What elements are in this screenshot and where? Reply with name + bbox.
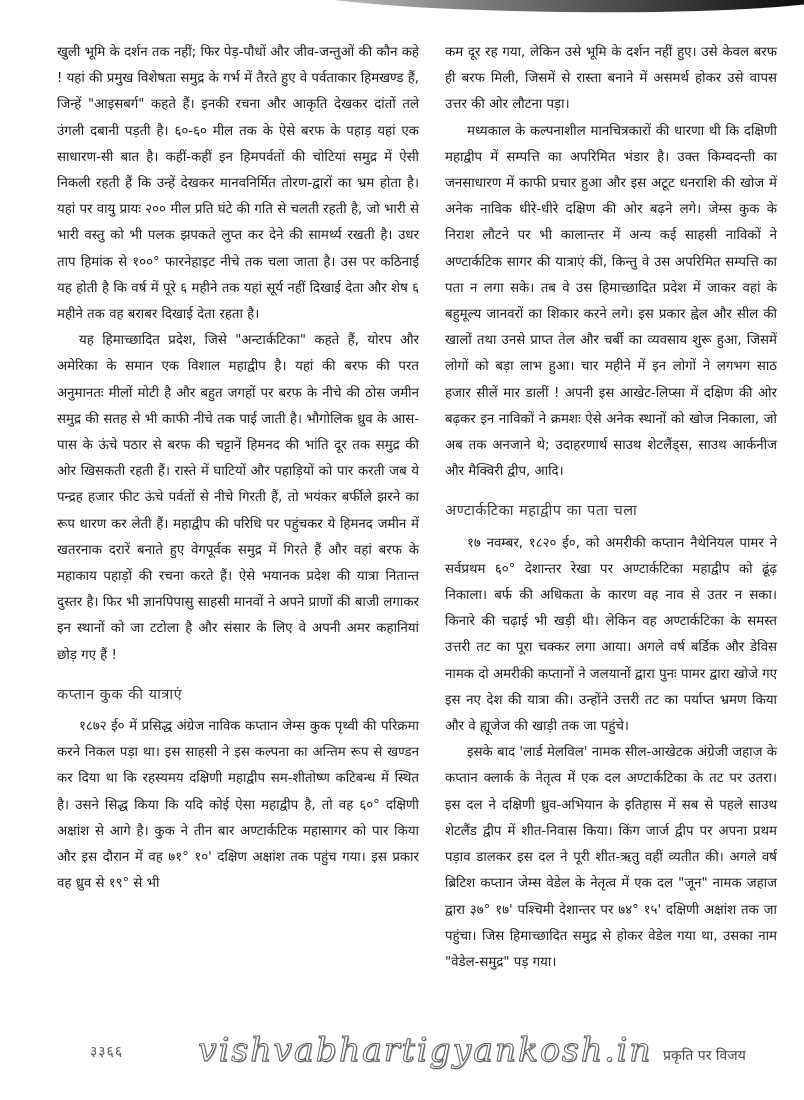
- scan-edge-shadow: [179, 0, 804, 25]
- document-page: [0, 40, 804, 1040]
- paragraph: यह हिमाच्छादित प्रदेश, जिसे "अन्टार्कटिका" कहते हैं, योरप और अमेरिका के समान एक विशाल महाद्वीप है। यहां की बरफ की परत अनुमानतः मीलों मोटी है और बहुत जगहों पर बरफ के नीचे की ठोस जमीन समुद्र की सतह से भी काफी नीचे तक पाई जाती है। भौगोलिक ध्रुव के आस-पास के ऊंचे पठार से बरफ की चट्टानें हिमनद की भांति दूर तक समुद्र की ओर खिसकती रहती हैं। रास्ते में घाटियों और पहाड़ियों को पार करती जब ये पन्द्रह हजार फीट ऊंचे पर्वतों से नीचे गिरती हैं, तो भयंकर बर्फीले झरने का रूप धारण कर लेती हैं। महाद्वीप की परिधि पर पहुंचकर ये हिमनद जमीन में खतरनाक दरारें बनाते हुए वेगपूर्वक समुद्र में गिरते हैं और वहां बरफ के महाकाय पहाड़ों की रचना करते हैं। ऐसे भयानक प्रदेश की यात्रा नितान्त दुस्तर है। फिर भी ज्ञानपिपासु साहसी मानवों ने अपने प्राणों की बाजी लगाकर इन स्थानों को जा टटोला है और संसार के लिए वे अपनी अमर कहानियां छोड़ गए हैं !: [57, 333, 419, 663]
- paragraph: मध्यकाल के कल्पनाशील मानचित्रकारों की धारणा थी कि दक्षिणी महाद्वीप में सम्पत्ति का अपरिमित भंडार है। उक्त किम्वदन्ती का जनसाधारण में काफी प्रचार हुआ और इस अटूट धनराशि की खोज में अनेक नाविक धीरे-धीरे दक्षिण की ओर बढ़ने लगे। जेम्स कुक के निराश लौटने पर भी कालान्तर में अन्य कई साहसी नाविकों ने अण्टार्कटिक सागर की यात्राएं कीं, किन्तु वे उस अपरिमित सम्पत्ति का पता न लगा सके। तब वे उस हिमाच्छादित प्रदेश में जाकर वहां के बहुमूल्य जानवरों का शिकार करने लगे। इस प्रकार ह्वेल और सील की खालों तथा उनसे प्राप्त तेल और चर्बी का व्यवसाय शुरू हुआ, जिसमें लोगों को बड़ा लाभ हुआ। चार महीने में इन लोगों ने लगभग साठ हजार सीलें मार डालीं ! अपनी इस आखेट-लिप्सा में दक्षिण की ओर बढ़कर इन नाविकों ने क्रमशः ऐसे अनेक स्थानों को खोज निकाला, जो अब तक अनजाने थे; उदाहरणार्थ साउथ शेटलैंड्स, साउथ आर्कनीज और मैक्विरी द्वीप, आदि।: [445, 123, 777, 480]
- page-footer: [0, 1030, 804, 1070]
- paragraph: खुली भूमि के दर्शन तक नहीं; फिर पेड़-पौधों और जीव-जन्तुओं की कौन कहे ! यहां की प्रमुख विशेषता समुद्र के गर्भ में तैरते हुए वे पर्वताकार हिमखण्ड हैं, जिन्हें "आइसबर्ग" कहते हैं। इनकी रचना और आकृति देखकर दांतों तले उंगली दबानी पड़ती है। ६०-६० मील तक के ऐसे बरफ के पहाड़ यहां एक साधारण-सी बात है। कहीं-कहीं इन हिमपर्वतों की चोटियां समुद्र में ऐसी निकली रहती हैं कि उन्हें देखकर मानवनिर्मित तोरण-द्वारों का भ्रम होता है। यहां पर वायु प्रायः २०० मील प्रति घंटे की गति से चलती रहती है, जो भारी से भारी वस्तु को भी पलक झपकते लुप्त कर देने की सामर्थ्य रखती है। उधर ताप हिमांक से १००° फारनेहाइट नीचे तक चला जाता है। उस पर कठिनाई यह होती है कि वर्ष में पूरे ६ महीने तक यहां सूर्य नहीं दिखाई देता और शेष ६ महीने तक वह बराबर दिखाई देता रहता है।: [57, 45, 419, 323]
- watermark: vishvabhartigyankosh.in: [198, 1030, 653, 1069]
- page-number: ३३६६: [90, 1044, 124, 1060]
- paragraph: १८७२ ई० में प्रसिद्ध अंग्रेज नाविक कप्तान जेम्स कुक पृथ्वी की परिक्रमा करने निकल पड़ा था। इस साहसी ने इस कल्पना का अन्तिम रूप से खण्डन कर दिया था कि रहस्यमय दक्षिणी महाद्वीप सम-शीतोष्ण कटिबन्ध में स्थित है। उसने सिद्ध किया कि यदि कोई ऐसा महाद्वीप है, तो वह ६०° दक्षिणी अक्षांश से आगे है। कुक ने तीन बार अण्टार्कटिक महासागर को पार किया और इस दौरान में वह ७१° १०' दक्षिण अक्षांश तक पहुंच गया। इस प्रकार वह ध्रुव से १९° से भी: [57, 719, 419, 892]
- right-column: [445, 40, 777, 976]
- section-heading: अण्टार्कटिका महाद्वीप का पता चला: [445, 503, 638, 520]
- running-title: प्रकृति पर विजय: [663, 1048, 746, 1064]
- paragraph: कम दूर रह गया, लेकिन उसे भूमि के दर्शन नहीं हुए। उसे केवल बरफ ही बरफ मिली, जिसमें से रास्ता बनाने में असमर्थ होकर उसे वापस उत्तर की ओर लौटना पड़ा।: [445, 45, 777, 113]
- left-column: [57, 40, 419, 898]
- paragraph: १७ नवम्बर, १८२० ई०, को अमरीकी कप्तान नैथेनियल पामर ने सर्वप्रथम ६०° देशान्तर रेखा पर अण्टार्कटिका महाद्वीप को ढूंढ़ निकाला। बर्फ की अधिकता के कारण वह नाव से उतर न सका। किनारे की चढ़ाई भी खड़ी थी। लेकिन वह अण्टार्कटिका के समस्त उत्तरी तट का पूरा चक्कर लगा आया। अगले वर्ष बर्डिक और डेविस नामक दो अमरीकी कप्तानों ने जलयानों द्वारा पुनः पामर द्वारा खोजे गए इस नए देश की यात्रा की। उन्होंने उत्तरी तट का पर्याप्त भ्रमण किया और वे ह्यूजेज की खाड़ी तक जा पहुंचे।: [445, 535, 778, 735]
- paragraph: इसके बाद 'लार्ड मेलविल' नामक सील-आखेटक अंग्रेजी जहाज के कप्तान क्लार्क के नेतृत्व में एक दल अण्टार्कटिका के तट पर उतरा। इस दल ने दक्षिणी ध्रुव-अभियान के इतिहास में सब से पहले साउथ शेटलैंड द्वीप में शीत-निवास किया। किंग जार्ज द्वीप पर अपना प्रथम पड़ाव डालकर इस दल ने पूरी शीत-ऋतु वहीं व्यतीत की। अगले वर्ष ब्रिटिश कप्तान जेम्स वेडेल के नेतृत्व में एक दल "जून" नामक जहाज द्वारा ३७° १७' पश्चिमी देशान्तर पर ७४° १५' दक्षिणी अक्षांश तक जा पहुंचा। जिस हिमाच्छादित समुद्र से होकर वेडेल गया था, उसका नाम "वेडेल-समुद्र" पड़ गया।: [445, 745, 777, 970]
- section-heading: कप्तान कुक की यात्राएं: [57, 686, 183, 703]
